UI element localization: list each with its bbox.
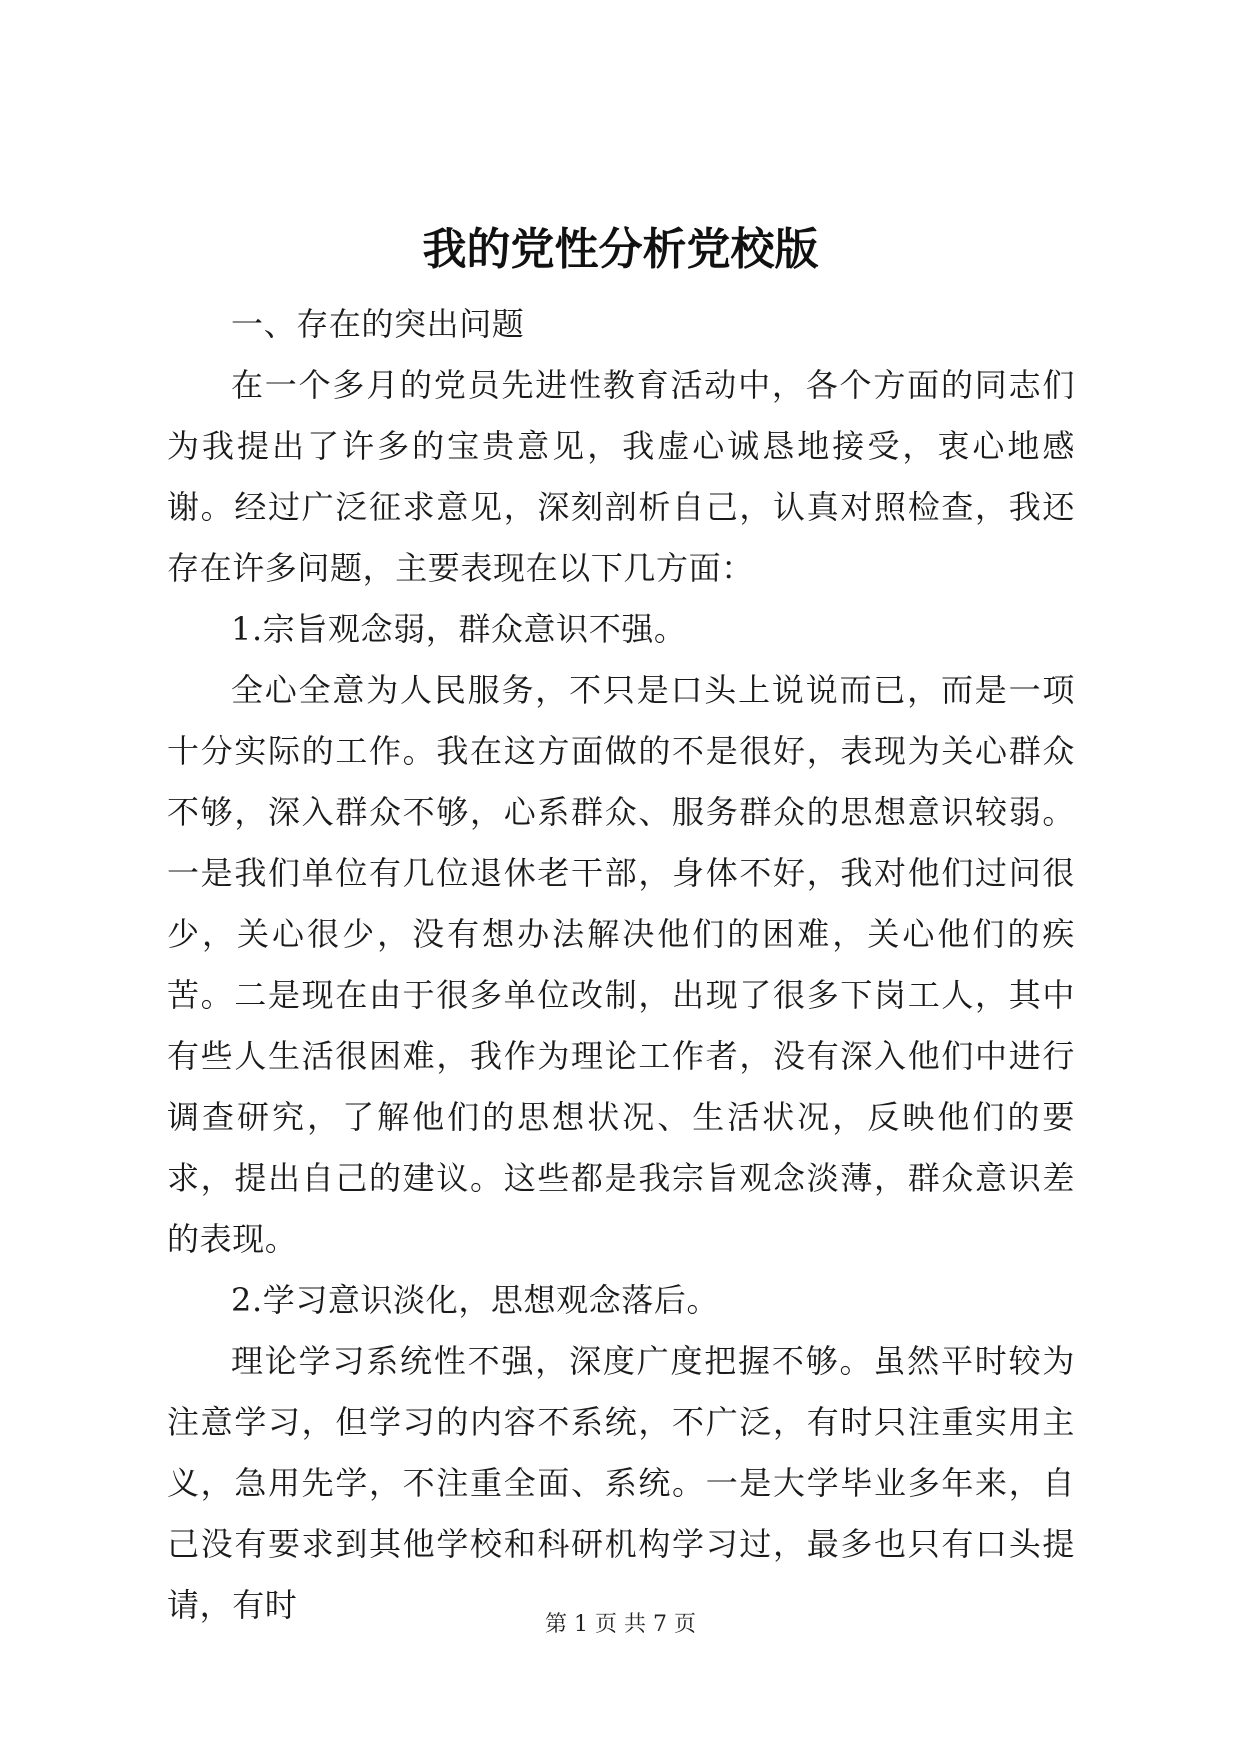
body-paragraph: 理论学习系统性不强，深度广度把握不够。虽然平时较为注意学习，但学习的内容不系统，不广泛，有时只注重实用主义，急用先学，不注重全面、系统。一是大学毕业多年来，自己没有要求到其他学校和科研机构学习过，最多也只有口头提请，有时 — [167, 1342, 1075, 1624]
subsection-heading: 1.宗旨观念弱，群众意识不强。 — [231, 610, 687, 648]
document-body — [167, 294, 1075, 1636]
document-title: 我的党性分析党校版 — [422, 224, 819, 275]
page-number-footer: 第 1 页 共 7 页 — [545, 1612, 696, 1637]
body-paragraph: 全心全意为人民服务，不只是口头上说说而已，而是一项十分实际的工作。我在这方面做的不是很好，表现为关心群众不够，深入群众不够，心系群众、服务群众的思想意识较弱。一是我们单位有几位退休老干部，身体不好，我对他们过问很少，关心很少，没有想办法解决他们的困难，关心他们的疾苦。二是现在由于很多单位改制，出现了很多下岗工人，其中有些人生活很困难，我作为理论工作者，没有深入他们中进行调查研究，了解他们的思想状况、生活状况，反映他们的要求，提出自己的建议。这些都是我宗旨观念淡薄，群众意识差的表现。 — [167, 671, 1075, 1258]
section-heading: 一、存在的突出问题 — [231, 305, 525, 343]
body-paragraph: 在一个多月的党员先进性教育活动中，各个方面的同志们为我提出了许多的宝贵意见，我虚心诚恳地接受，衷心地感谢。经过广泛征求意见，深刻剖析自己，认真对照检查，我还存在许多问题，主要表现在以下几方面： — [167, 366, 1075, 587]
subsection-heading: 2.学习意识淡化，思想观念落后。 — [231, 1281, 720, 1319]
